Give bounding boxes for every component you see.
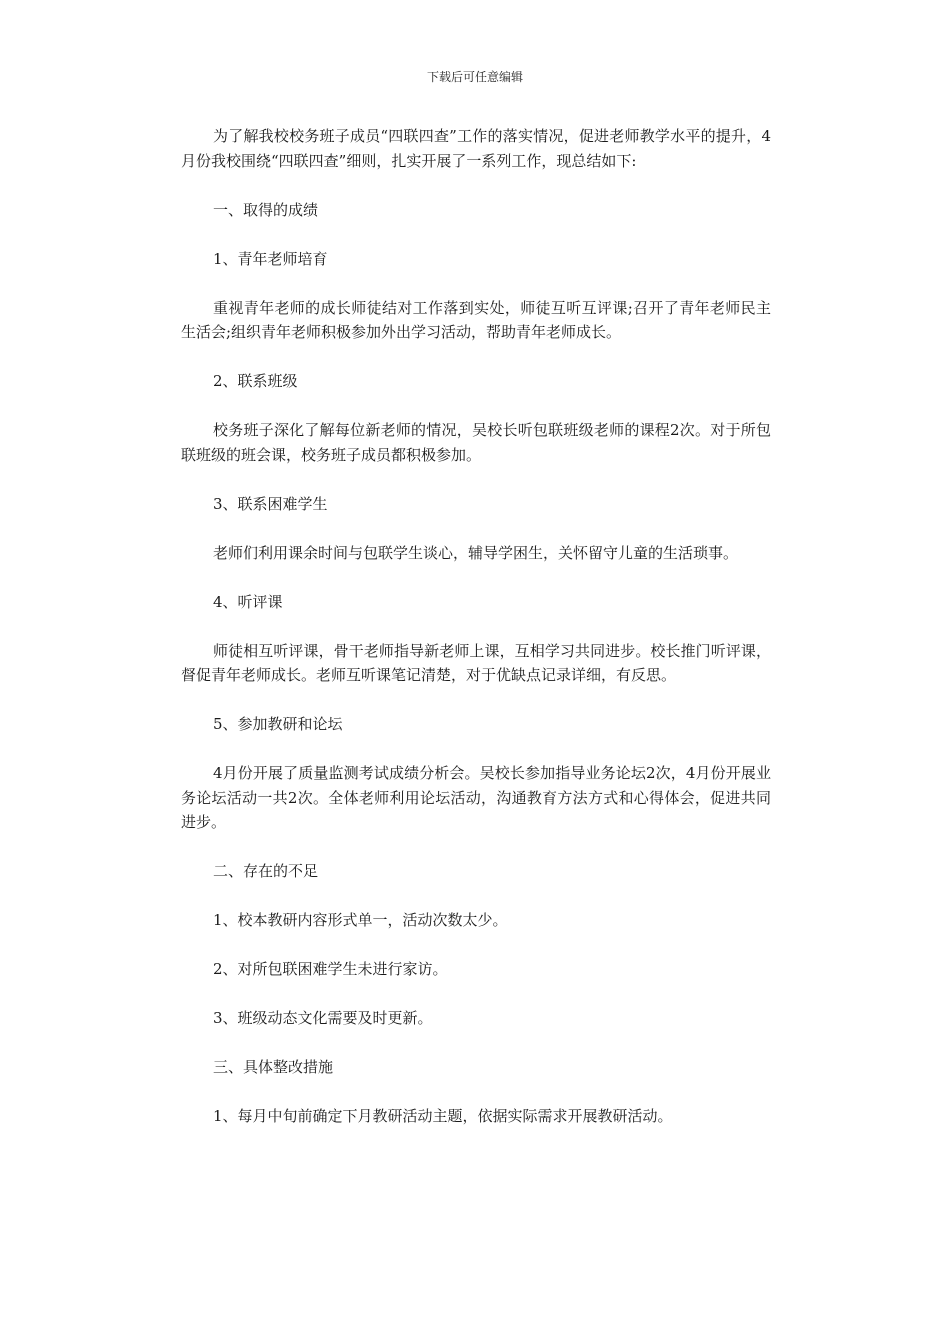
document-body	[181, 124, 771, 1153]
intro-paragraph: 为了解我校校务班子成员“四联四查”工作的落实情况，促进老师教学水平的提升，4月份我校围绕“四联四查”细则，扎实开展了一系列工作，现总结如下:	[181, 127, 771, 170]
page-header: 下载后可任意编辑	[426, 70, 523, 84]
item-heading-young-teachers: 1、青年老师培育	[213, 249, 328, 268]
item-heading-student-contact: 3、联系困难学生	[213, 494, 328, 513]
section-heading-shortcomings: 二、存在的不足	[213, 862, 319, 880]
section-heading-achievements: 一、取得的成绩	[213, 200, 319, 219]
item-body-lesson-review: 师徒相互听评课，骨干老师指导新老师上课，互相学习共同进步。校长推门听评课，督促青年老师成长。老师互听课笔记清楚，对于优缺点记录详细，有反思。	[181, 641, 771, 684]
section-heading-measures: 三、具体整改措施	[213, 1058, 334, 1076]
item-body-research-forum: 4月份开展了质量监测考试成绩分析会。吴校长参加指导业务论坛2次，4月份开展业务论坛活动一共2次。全体老师利用论坛活动，沟通教育方法方式和心得体会，促进共同进步。	[181, 764, 771, 831]
shortcoming-item-3: 3、班级动态文化需要及时更新。	[213, 1009, 433, 1027]
measure-item-1: 1、每月中旬前确定下月教研活动主题，依据实际需求开展教研活动。	[213, 1107, 673, 1125]
shortcoming-item-2: 2、对所包联困难学生未进行家访。	[213, 960, 448, 978]
item-heading-class-contact: 2、联系班级	[213, 372, 298, 390]
item-body-young-teachers: 重视青年老师的成长师徒结对工作落到实处，师徒互听互评课;召开了青年老师民主生活会;组织青年老师积极参加外出学习活动，帮助青年老师成长。	[181, 298, 771, 341]
item-body-class-contact: 校务班子深化了解每位新老师的情况，吴校长听包联班级老师的课程2次。对于所包联班级的班会课，校务班子成员都积极参加。	[181, 421, 771, 464]
shortcoming-item-1: 1、校本教研内容形式单一，活动次数太少。	[213, 911, 508, 929]
item-heading-lesson-review: 4、听评课	[213, 592, 283, 611]
item-heading-research-forum: 5、参加教研和论坛	[213, 715, 343, 733]
item-body-student-contact: 老师们利用课余时间与包联学生谈心，辅导学困生，关怀留守儿童的生活琐事。	[213, 543, 739, 562]
